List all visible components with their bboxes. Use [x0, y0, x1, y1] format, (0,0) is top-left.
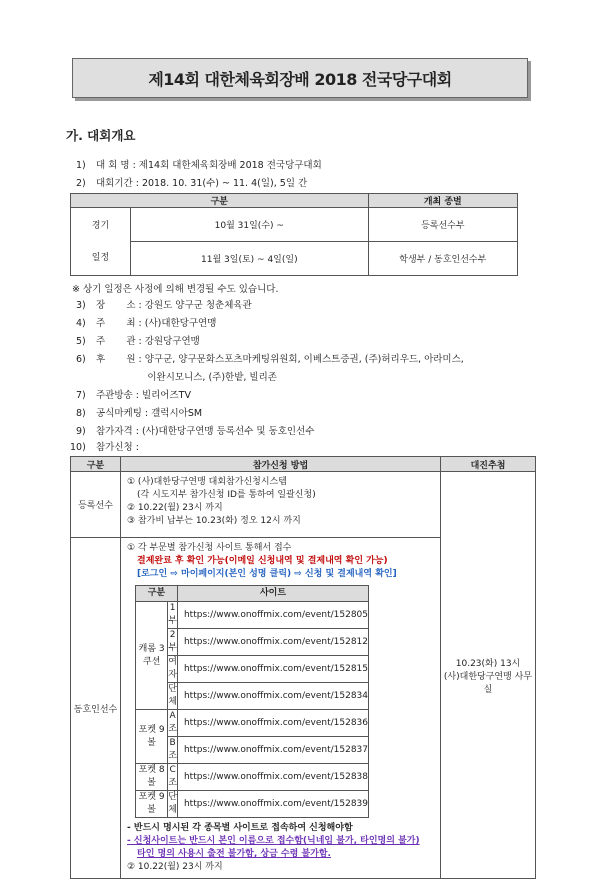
- item-5: 5) 주 관 : 강원당구연맹: [76, 336, 200, 347]
- apply-header-category: 구분: [71, 457, 121, 472]
- site-group-pocket8: 포켓 8볼: [136, 764, 168, 791]
- schedule-row-label: 경기 일정: [71, 208, 131, 276]
- schedule-date: 11월 3일(토) ~ 4일(일): [131, 242, 369, 276]
- title-box: [72, 58, 528, 98]
- note-other-name: 타인 명의 사용시 출전 불가함, 상금 수령 불가함.: [137, 849, 331, 859]
- site-header-category: 구분: [136, 586, 178, 602]
- item-2: 2) 대회기간 : 2018. 10. 31(수) ~ 11. 4(일), 5일 간: [76, 178, 308, 189]
- registered-method: ① (사)대한당구연맹 대회참가신청시스템 (각 시도지부 참가신청 ID를 통하여 일괄신청) ② 10.22(월) 23시 까지 ③ 참가비 납부는 10.23(화) 정오 12시 까지: [121, 472, 441, 538]
- amateur-method: ① 각 부문별 참가신청 사이트 통해서 접수 결제완료 후 확인 가능(이메일 신청내역 및 결제내역 확인 가능) [로그인 ⇨ 마이페이지(본인 성명 클릭) ⇨ 신청 및 결제내역 확인] 구분 사이트 캐롬 3쿠션 1부 https://www.onoffmix.com/event/152805 2부 https://www.onoffmix.com/event/152812 여자 https://www.onoffmix.com/event/152815 단체 https://www.onoffmix.com/event/152834 포켓 9볼 A조 https://www.onoffmix.com/event/152836 B조 https://www.onoffmix.com/event/152837 포켓 8볼 C조 https://www.onoffmix.com/event/152838 포켓 9볼 단체 https://www.onoffmix.com/event/152839 - 반드시 명시된 각 종목별 사이트로 접속하여 신청해야함 - 신청사이트는 반드시 본인 이름으로 접수함(닉네임 불가, 타인명의 불가) 타인 명의 사용시 출전 불가함, 상금 수령 불가함. ② 10.22(월) 23시 까지: [121, 538, 441, 879]
- item-3: 3) 장 소 : 강원도 양구군 청춘체육관: [76, 300, 252, 311]
- item-8: 8) 공식마케팅 : 갤럭시아SM: [76, 408, 203, 419]
- item-9: 9) 참가자격 : (사)대한당구연맹 등록선수 및 동호인선수: [76, 426, 315, 437]
- site-group-pocket9b: 포켓 9볼: [136, 791, 168, 818]
- item-1: 1) 대 회 명 : 제14회 대한체육회장배 2018 전국당구대회: [76, 160, 322, 171]
- site-link[interactable]: https://www.onoffmix.com/event/152815: [177, 656, 368, 683]
- application-table: [70, 456, 536, 879]
- amateur-label: 동호인선수: [71, 538, 121, 879]
- schedule-event: 학생부 / 동호인선수부: [368, 242, 517, 276]
- item-4: 4) 주 최 : (사)대한당구연맹: [76, 318, 217, 329]
- site-link[interactable]: https://www.onoffmix.com/event/152805: [177, 602, 368, 629]
- item-6: 6) 후 원 : 양구군, 양구문화스포츠마케팅위원회, 이베스트증권, (주)허리우드, 아라미스,: [76, 354, 464, 365]
- document-title: 제14회 대한체육회장배 2018 전국당구대회: [148, 69, 452, 89]
- site-link[interactable]: https://www.onoffmix.com/event/152839: [177, 791, 368, 818]
- site-link[interactable]: https://www.onoffmix.com/event/152836: [177, 710, 368, 737]
- item-6-cont: 이완시모니스, (주)한밭, 빌리존: [96, 372, 277, 383]
- note-must-use-site: - 반드시 명시된 각 종목별 사이트로 접속하여 신청해야함: [127, 823, 353, 833]
- amateur-deadline: ② 10.22(월) 23시 까지: [127, 862, 223, 872]
- note-own-name: - 신청사이트는 반드시 본인 이름으로 접수함(닉네임 불가, 타인명의 불가): [127, 836, 420, 846]
- site-group-pocket9: 포켓 9볼: [136, 710, 168, 764]
- site-link[interactable]: https://www.onoffmix.com/event/152838: [177, 764, 368, 791]
- schedule-table: [70, 193, 518, 276]
- item-10: 10) 참가신청 :: [70, 442, 139, 453]
- apply-header-draw: 대진추첨: [441, 457, 536, 472]
- registered-label: 등록선수: [71, 472, 121, 538]
- site-table: 구분 사이트 캐롬 3쿠션 1부 https://www.onoffmix.com/event/152805 2부 https://www.onoffmix.com/event/152812 여자 https://www.onoffmix.com/event/152815 단체 https://www.onoffmix.com/event/152834 포켓 9볼 A조 https://www.onoffmix.com/event/152836 B조 https://www.onoffmix.com/event/152837 포켓 8볼 C조 https://www.onoffmix.com/event/152838 포켓 9볼 단체 https://www.onoffmix.com/event/152839: [135, 585, 369, 818]
- site-header-url: 사이트: [177, 586, 368, 602]
- draw-info: 10.23(화) 13시 (사)대한당구연맹 사무실: [441, 472, 536, 879]
- site-group-carom: 캐롬 3쿠션: [136, 602, 168, 710]
- schedule-note: ※ 상기 일정은 사정에 의해 변경될 수도 있습니다.: [72, 284, 279, 295]
- section-heading: 가. 대회개요: [66, 128, 136, 143]
- apply-header-method: 참가신청 방법: [121, 457, 441, 472]
- site-link[interactable]: https://www.onoffmix.com/event/152834: [177, 683, 368, 710]
- schedule-date: 10월 31일(수) ~: [131, 208, 369, 242]
- site-link[interactable]: https://www.onoffmix.com/event/152837: [177, 737, 368, 764]
- item-7: 7) 주관방송 : 빌리어즈TV: [76, 390, 191, 401]
- site-link[interactable]: https://www.onoffmix.com/event/152812: [177, 629, 368, 656]
- schedule-header-category: 구분: [71, 194, 369, 208]
- schedule-event: 등록선수부: [368, 208, 517, 242]
- schedule-header-event: 개최 종별: [368, 194, 517, 208]
